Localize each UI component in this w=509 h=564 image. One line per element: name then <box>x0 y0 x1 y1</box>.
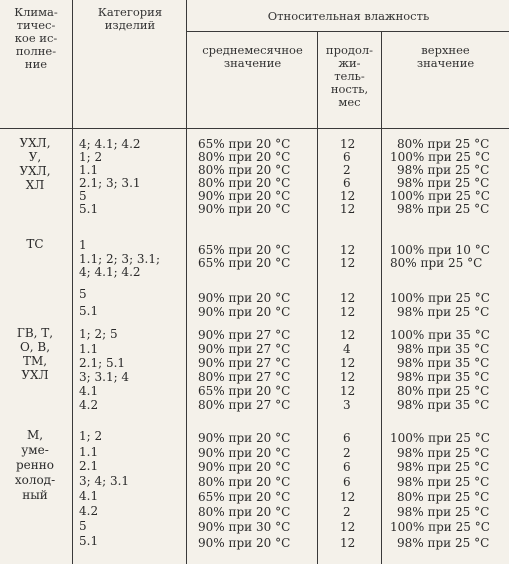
table-row-category: 1; 2; 5 <box>79 327 118 341</box>
table-row-upper: 80% при 25 °С <box>397 137 490 151</box>
col-divider-3 <box>317 31 318 564</box>
table-row-category: 5 <box>79 287 87 301</box>
table-row-monthly: 90% при 20 °С <box>198 536 291 550</box>
table-row-duration: 12 <box>340 137 356 151</box>
table-row-monthly: 65% при 20 °С <box>198 384 291 398</box>
table-row-duration: 12 <box>340 328 356 342</box>
table-row-monthly: 90% при 20 °С <box>198 291 291 305</box>
header-upper: верхнее значение <box>416 43 475 70</box>
table-row-duration: 6 <box>343 431 351 445</box>
table-row-category: 5.1 <box>79 202 99 216</box>
table-row-monthly: 90% при 20 °С <box>198 189 291 203</box>
col-divider-4 <box>381 31 382 564</box>
table-row-category: 5.1 <box>79 534 99 548</box>
group-climate: М, уме- ренно холод- ный <box>14 428 56 502</box>
table-row-monthly: 90% при 27 °С <box>198 342 291 356</box>
table-row-upper: 98% при 35 °С <box>397 356 490 370</box>
table-row-duration: 12 <box>340 384 356 398</box>
table-row-monthly: 80% при 27 °С <box>198 370 291 384</box>
table-row-upper: 100% при 10 °С 80% при 25 °С <box>390 243 490 270</box>
table-row-category: 4.2 <box>79 504 99 518</box>
table-row-monthly: 80% при 20 °С <box>198 176 291 190</box>
group-climate: УХЛ, У, УХЛ, ХЛ <box>19 136 51 192</box>
table-row-category: 2.1 <box>79 459 99 473</box>
header-climate: Клима- тичес- кое ис- полне- ние <box>14 5 58 71</box>
table-row-monthly: 90% при 20 °С <box>198 431 291 445</box>
table-row-duration: 6 <box>343 150 351 164</box>
table-row-duration: 3 <box>343 398 351 412</box>
table-row-duration: 12 <box>340 202 356 216</box>
table-row-duration: 2 <box>343 446 351 460</box>
table-row-upper: 98% при 25 °С <box>397 446 490 460</box>
table-row-upper: 98% при 25 °С <box>397 202 490 216</box>
table-row-duration: 6 <box>343 176 351 190</box>
table-row-category: 2.1; 5.1 <box>79 356 126 370</box>
table-row-upper: 100% при 25 °С <box>390 189 490 203</box>
table-row-duration: 12 <box>340 536 356 550</box>
header-duration: продол- жи- тель- ность, мес <box>325 43 374 109</box>
table-row-upper: 98% при 35 °С <box>397 398 490 412</box>
table-row-category: 1.1 <box>79 163 99 177</box>
table-row-upper: 98% при 25 °С <box>397 460 490 474</box>
table-row-category: 3; 4; 3.1 <box>79 474 130 488</box>
table-row-category: 1.1 <box>79 445 99 459</box>
table-row-category: 1; 2 <box>79 429 103 443</box>
table-row-monthly: 90% при 20 °С <box>198 460 291 474</box>
table-row-monthly: 80% при 20 °С <box>198 163 291 177</box>
table-row-monthly: 80% при 27 °С <box>198 398 291 412</box>
subheader-rule <box>186 31 509 32</box>
table-row-category: 4.1 <box>79 489 99 503</box>
table-row-upper: 80% при 25 °С <box>397 490 490 504</box>
table-row-upper: 98% при 25 °С <box>397 176 490 190</box>
table-row-category: 1 1.1; 2; 3; 3.1; 4; 4.1; 4.2 <box>79 238 161 279</box>
table-row-duration: 12 <box>340 370 356 384</box>
table-row-monthly: 90% при 30 °С <box>198 520 291 534</box>
table-row-duration: 2 <box>343 505 351 519</box>
table-row-upper: 98% при 25 °С <box>397 536 490 550</box>
table-row-category: 5 <box>79 189 87 203</box>
table-row-upper: 100% при 25 °С <box>390 291 490 305</box>
table-row-category: 4.1 <box>79 384 99 398</box>
header-bottom-rule <box>0 128 509 129</box>
table-row-category: 4; 4.1; 4.2 <box>79 137 141 151</box>
table-row-monthly: 90% при 27 °С <box>198 356 291 370</box>
header-monthly: среднемесячное значение <box>202 43 303 70</box>
table-row-duration: 6 <box>343 475 351 489</box>
table-row-monthly: 80% при 20 °С <box>198 505 291 519</box>
col-divider-1 <box>72 0 73 564</box>
table-row-monthly: 80% при 20 °С <box>198 475 291 489</box>
table-row-upper: 98% при 25 °С <box>397 505 490 519</box>
table-row-monthly: 80% при 20 °С <box>198 150 291 164</box>
table-row-upper: 98% при 25 °С <box>397 163 490 177</box>
table-row-duration: 12 <box>340 356 356 370</box>
col-divider-2 <box>186 0 187 564</box>
table-row-duration: 2 <box>343 163 351 177</box>
table-row-category: 1; 2 <box>79 150 103 164</box>
table-row-monthly: 90% при 20 °С <box>198 202 291 216</box>
table-row-upper: 100% при 25 °С <box>390 431 490 445</box>
table-row-category: 1.1 <box>79 342 99 356</box>
table-row-duration: 6 <box>343 460 351 474</box>
table-row-category: 5 <box>79 519 87 533</box>
table-row-duration: 4 <box>343 342 351 356</box>
table-row-duration: 12 <box>340 305 356 319</box>
header-category: Категория изделий <box>97 5 163 32</box>
table-row-monthly: 65% при 20 °С <box>198 490 291 504</box>
table-row-duration: 12 <box>340 189 356 203</box>
table-row-duration: 12 <box>340 520 356 534</box>
table-row-upper: 100% при 25 °С <box>390 150 490 164</box>
table-row-category: 3; 3.1; 4 <box>79 370 130 384</box>
table-row-duration: 12 <box>340 490 356 504</box>
table-row-upper: 98% при 25 °С <box>397 305 490 319</box>
table-row-upper: 100% при 25 °С <box>390 520 490 534</box>
group-climate: ГВ, Т, О, В, ТМ, УХЛ <box>16 326 54 382</box>
table-row-duration: 12 <box>340 291 356 305</box>
table-row-upper: 98% при 35 °С <box>397 342 490 356</box>
table-row-upper: 80% при 25 °С <box>397 384 490 398</box>
table-row-monthly: 90% при 27 °С <box>198 328 291 342</box>
table-row-upper: 100% при 35 °С <box>390 328 490 342</box>
table-row-monthly: 65% при 20 °С 65% при 20 °С <box>198 243 291 270</box>
table-row-monthly: 65% при 20 °С <box>198 137 291 151</box>
table-row-category: 5.1 <box>79 304 99 318</box>
table-row-category: 4.2 <box>79 398 99 412</box>
table-row-monthly: 90% при 20 °С <box>198 305 291 319</box>
table-row-monthly: 90% при 20 °С <box>198 446 291 460</box>
table-row-duration: 12 12 <box>340 243 356 270</box>
table-row-upper: 98% при 35 °С <box>397 370 490 384</box>
group-climate: ТС <box>26 237 44 251</box>
table-row-upper: 98% при 25 °С <box>397 475 490 489</box>
table-row-category: 2.1; 3; 3.1 <box>79 176 141 190</box>
header-humidity: Относительная влажность <box>267 9 430 23</box>
